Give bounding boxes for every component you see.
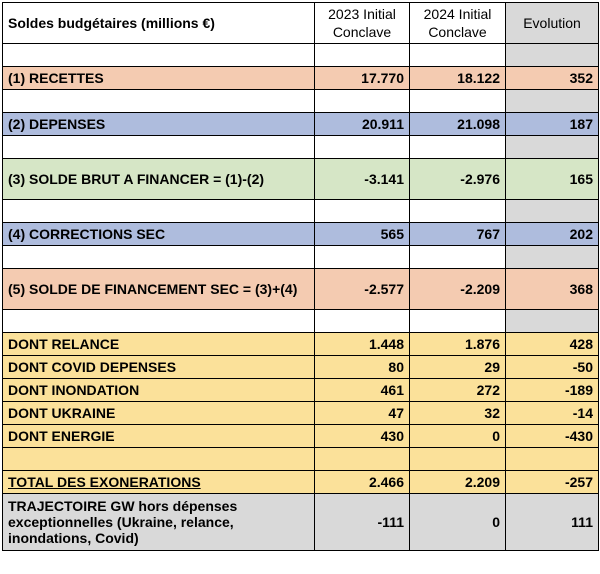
spacer-row — [3, 200, 599, 223]
value-2023: 430 — [315, 425, 410, 448]
table-title: Soldes budgétaires (millions €) — [3, 3, 315, 44]
row-label: (1) RECETTES — [3, 67, 315, 90]
value-2023: 1.448 — [315, 333, 410, 356]
spacer-row — [3, 136, 599, 159]
header-row — [3, 3, 599, 44]
row-label: TOTAL DES EXONERATIONS — [3, 471, 315, 494]
value-2024: -2.976 — [410, 159, 506, 200]
col-evolution-header: Evolution — [506, 3, 599, 44]
value-2023: 20.911 — [315, 113, 410, 136]
value-2024: 0 — [410, 425, 506, 448]
row-ukraine — [3, 402, 599, 425]
value-evolution: 111 — [506, 494, 599, 551]
value-2024: 29 — [410, 356, 506, 379]
row-inondation — [3, 379, 599, 402]
value-2023: 565 — [315, 223, 410, 246]
row-label: TRAJECTOIRE GW hors dépenses exceptionnelles (Ukraine, relance, inondations, Covid) — [3, 494, 315, 551]
value-evolution: -189 — [506, 379, 599, 402]
spacer-row — [3, 310, 599, 333]
value-2024: 2.209 — [410, 471, 506, 494]
value-2024: -2.209 — [410, 269, 506, 310]
value-2024: 18.122 — [410, 67, 506, 90]
value-2023: 461 — [315, 379, 410, 402]
value-2023: 17.770 — [315, 67, 410, 90]
row-energie — [3, 425, 599, 448]
row-covid — [3, 356, 599, 379]
col-2024-header: 2024 Initial Conclave — [410, 3, 506, 44]
value-2024: 21.098 — [410, 113, 506, 136]
row-label: (4) CORRECTIONS SEC — [3, 223, 315, 246]
value-2023: -2.577 — [315, 269, 410, 310]
value-evolution: 352 — [506, 67, 599, 90]
row-label: (2) DEPENSES — [3, 113, 315, 136]
value-2023: 80 — [315, 356, 410, 379]
spacer-row — [3, 44, 599, 67]
row-label: DONT COVID DEPENSES — [3, 356, 315, 379]
value-2024: 0 — [410, 494, 506, 551]
value-evolution: -50 — [506, 356, 599, 379]
row-label: DONT ENERGIE — [3, 425, 315, 448]
row-relance — [3, 333, 599, 356]
value-evolution: -14 — [506, 402, 599, 425]
spacer-row — [3, 448, 599, 471]
spacer-row — [3, 246, 599, 269]
value-evolution: 165 — [506, 159, 599, 200]
value-evolution: -430 — [506, 425, 599, 448]
row-corrections — [3, 223, 599, 246]
row-trajectoire — [3, 494, 599, 551]
row-label: (3) SOLDE BRUT A FINANCER = (1)-(2) — [3, 159, 315, 200]
row-total-exonerations — [3, 471, 599, 494]
value-2024: 32 — [410, 402, 506, 425]
col-2023-header: 2023 Initial Conclave — [315, 3, 410, 44]
row-solde-brut — [3, 159, 599, 200]
spacer-row — [3, 90, 599, 113]
value-2023: -3.141 — [315, 159, 410, 200]
value-evolution: 368 — [506, 269, 599, 310]
value-evolution: -257 — [506, 471, 599, 494]
value-2024: 1.876 — [410, 333, 506, 356]
value-2023: 47 — [315, 402, 410, 425]
value-evolution: 187 — [506, 113, 599, 136]
value-2024: 767 — [410, 223, 506, 246]
row-depenses — [3, 113, 599, 136]
value-evolution: 428 — [506, 333, 599, 356]
row-label: DONT UKRAINE — [3, 402, 315, 425]
row-solde-financement — [3, 269, 599, 310]
row-label: DONT RELANCE — [3, 333, 315, 356]
row-recettes — [3, 67, 599, 90]
row-label: DONT INONDATION — [3, 379, 315, 402]
value-2023: 2.466 — [315, 471, 410, 494]
value-2023: -111 — [315, 494, 410, 551]
row-label: (5) SOLDE DE FINANCEMENT SEC = (3)+(4) — [3, 269, 315, 310]
value-2024: 272 — [410, 379, 506, 402]
budget-table — [2, 2, 599, 551]
value-evolution: 202 — [506, 223, 599, 246]
